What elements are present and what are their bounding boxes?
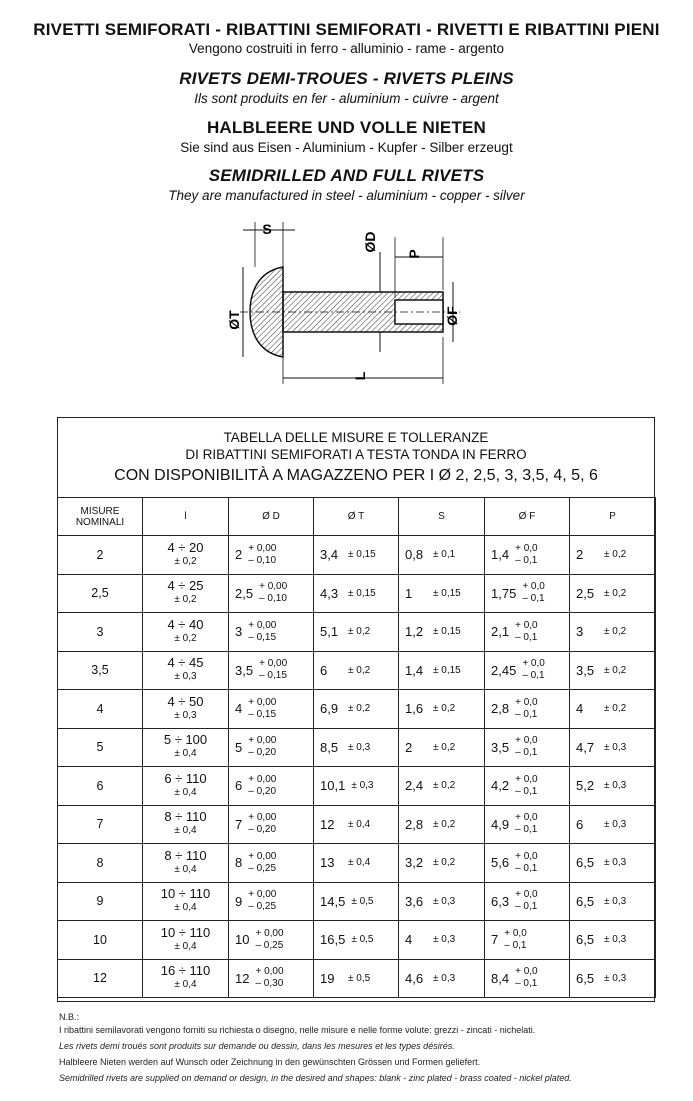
table-caption-3: CON DISPONIBILITÀ A MAGAZZENO PER I Ø 2, 2,5, 3, 3,5, 4, 5, 6 <box>114 467 598 484</box>
table-row <box>58 536 656 575</box>
cell-f: 2,8 + 0,0 – 0,1 <box>485 690 570 729</box>
cell-t: 14,5 ± 0,5 <box>314 882 399 921</box>
cell-d: 7 + 0,00 – 0,20 <box>229 805 314 844</box>
cell-p: 3 ± 0,2 <box>570 613 656 652</box>
cell-t: 3,4 ± 0,15 <box>314 536 399 575</box>
cell-t: 6 ± 0,2 <box>314 651 399 690</box>
cell-t: 5,1 ± 0,2 <box>314 613 399 652</box>
cell-f: 7 + 0,0 – 0,1 <box>485 921 570 960</box>
subtitle-english: They are manufactured in steel - aluminium - copper - silver <box>168 188 525 203</box>
header-s: S <box>399 498 485 536</box>
cell-l: 16 ÷ 110 ± 0,4 <box>143 959 229 998</box>
cell-d: 2 + 0,00 – 0,10 <box>229 536 314 575</box>
cell-t: 6,9 ± 0,2 <box>314 690 399 729</box>
cell-f: 3,5 + 0,0 – 0,1 <box>485 728 570 767</box>
cell-s: 1,6 ± 0,2 <box>399 690 485 729</box>
cell-p: 6,5 ± 0,3 <box>570 921 656 960</box>
cell-s: 0,8 ± 0,1 <box>399 536 485 575</box>
cell-f: 4,9 + 0,0 – 0,1 <box>485 805 570 844</box>
cell-s: 1,2 ± 0,15 <box>399 613 485 652</box>
cell-p: 2,5 ± 0,2 <box>570 574 656 613</box>
cell-t: 16,5 ± 0,5 <box>314 921 399 960</box>
label-t: ØT <box>226 310 242 330</box>
note-french: Les rivets demi troués sont produits sur demande ou dessin, dans les mesures et les types désirés. <box>59 1041 455 1051</box>
note-german: Halbleere Nieten werden auf Wunsch oder Zeichnung in den gewünschten Grössen und Formen geliefert. <box>59 1057 481 1067</box>
title-french: RIVETS DEMI-TROUES - RIVETS PLEINS <box>179 69 514 88</box>
label-s: S <box>262 221 272 237</box>
cell-p: 6,5 ± 0,3 <box>570 882 656 921</box>
notes-label: N.B.: <box>59 1012 80 1022</box>
cell-t: 19 ± 0,5 <box>314 959 399 998</box>
cell-f: 4,2 + 0,0 – 0,1 <box>485 767 570 806</box>
cell-t: 10,1 ± 0,3 <box>314 767 399 806</box>
title-german: HALBLEERE UND VOLLE NIETEN <box>206 118 487 137</box>
table-row <box>58 574 656 613</box>
label-p: P <box>406 249 422 259</box>
table-caption-1: TABELLA DELLE MISURE E TOLLERANZE <box>223 430 489 445</box>
cell-nominal: 9 <box>58 882 143 921</box>
cell-s: 2,4 ± 0,2 <box>399 767 485 806</box>
cell-nominal: 12 <box>58 959 143 998</box>
cell-l: 4 ÷ 50 ± 0,3 <box>143 690 229 729</box>
cell-s: 1 ± 0,15 <box>399 574 485 613</box>
cell-t: 4,3 ± 0,15 <box>314 574 399 613</box>
cell-nominal: 2,5 <box>58 574 143 613</box>
label-f: ØF <box>444 306 460 326</box>
cell-s: 2 ± 0,2 <box>399 728 485 767</box>
cell-nominal: 10 <box>58 921 143 960</box>
table-row <box>58 651 656 690</box>
label-d: ØD <box>362 231 378 253</box>
header-f: Ø F <box>485 498 570 536</box>
table-row <box>58 767 656 806</box>
table-caption-2: DI RIBATTINI SEMIFORATI A TESTA TONDA IN FERRO <box>185 447 527 462</box>
dimensions-table <box>57 497 656 998</box>
subtitle-french: Ils sont produits en fer - aluminium - cuivre - argent <box>194 91 499 106</box>
cell-p: 4 ± 0,2 <box>570 690 656 729</box>
cell-t: 13 ± 0,4 <box>314 844 399 883</box>
cell-l: 6 ÷ 110 ± 0,4 <box>143 767 229 806</box>
table-row <box>58 844 656 883</box>
cell-s: 3,6 ± 0,3 <box>399 882 485 921</box>
cell-d: 9 + 0,00 – 0,25 <box>229 882 314 921</box>
cell-s: 3,2 ± 0,2 <box>399 844 485 883</box>
table-row <box>58 959 656 998</box>
cell-f: 1,75 + 0,0 – 0,1 <box>485 574 570 613</box>
cell-nominal: 2 <box>58 536 143 575</box>
table-row <box>58 613 656 652</box>
header-p: P <box>570 498 656 536</box>
table-row <box>58 805 656 844</box>
cell-nominal: 7 <box>58 805 143 844</box>
rivet-drawing <box>225 212 485 402</box>
cell-s: 2,8 ± 0,2 <box>399 805 485 844</box>
cell-d: 6 + 0,00 – 0,20 <box>229 767 314 806</box>
cell-nominal: 5 <box>58 728 143 767</box>
cell-d: 3,5 + 0,00 – 0,15 <box>229 651 314 690</box>
cell-p: 4,7 ± 0,3 <box>570 728 656 767</box>
header-t: Ø T <box>314 498 399 536</box>
cell-l: 5 ÷ 100 ± 0,4 <box>143 728 229 767</box>
cell-p: 6,5 ± 0,3 <box>570 844 656 883</box>
cell-nominal: 8 <box>58 844 143 883</box>
note-italian: I ribattini semilavorati vengono forniti su richiesta o disegno, nelle misure e nelle forme volute: grezzi - zincati - nichelati. <box>59 1025 536 1035</box>
cell-d: 10 + 0,00 – 0,25 <box>229 921 314 960</box>
cell-t: 12 ± 0,4 <box>314 805 399 844</box>
cell-p: 6,5 ± 0,3 <box>570 959 656 998</box>
subtitle-german: Sie sind aus Eisen - Aluminium - Kupfer - Silber erzeugt <box>180 140 513 155</box>
cell-f: 1,4 + 0,0 – 0,1 <box>485 536 570 575</box>
cell-p: 3,5 ± 0,2 <box>570 651 656 690</box>
cell-p: 5,2 ± 0,3 <box>570 767 656 806</box>
cell-l: 8 ÷ 110 ± 0,4 <box>143 805 229 844</box>
cell-l: 4 ÷ 40 ± 0,2 <box>143 613 229 652</box>
cell-d: 3 + 0,00 – 0,15 <box>229 613 314 652</box>
cell-l: 10 ÷ 110 ± 0,4 <box>143 921 229 960</box>
cell-nominal: 3,5 <box>58 651 143 690</box>
cell-s: 1,4 ± 0,15 <box>399 651 485 690</box>
cell-l: 4 ÷ 25 ± 0,2 <box>143 574 229 613</box>
title-english: SEMIDRILLED AND FULL RIVETS <box>208 166 485 185</box>
cell-p: 2 ± 0,2 <box>570 536 656 575</box>
table-header-row <box>58 498 656 536</box>
cell-p: 6 ± 0,3 <box>570 805 656 844</box>
dimensions-table-box <box>57 417 655 1002</box>
table-row <box>58 728 656 767</box>
header-l: l <box>143 498 229 536</box>
cell-nominal: 3 <box>58 613 143 652</box>
cell-l: 4 ÷ 45 ± 0,3 <box>143 651 229 690</box>
table-row <box>58 921 656 960</box>
cell-f: 8,4 + 0,0 – 0,1 <box>485 959 570 998</box>
cell-d: 4 + 0,00 – 0,15 <box>229 690 314 729</box>
cell-l: 8 ÷ 110 ± 0,4 <box>143 844 229 883</box>
cell-s: 4 ± 0,3 <box>399 921 485 960</box>
table-row <box>58 690 656 729</box>
cell-f: 6,3 + 0,0 – 0,1 <box>485 882 570 921</box>
note-english: Semidrilled rivets are supplied on demand or design, in the desired and shapes: blank - zinc plated - brass coated - nickel plated. <box>59 1073 572 1083</box>
header-misure-nominali: MISURE NOMINALI <box>58 498 143 536</box>
cell-nominal: 6 <box>58 767 143 806</box>
cell-f: 5,6 + 0,0 – 0,1 <box>485 844 570 883</box>
subtitle-italian: Vengono costruiti in ferro - alluminio - rame - argento <box>188 41 505 56</box>
cell-d: 2,5 + 0,00 – 0,10 <box>229 574 314 613</box>
cell-d: 12 + 0,00 – 0,30 <box>229 959 314 998</box>
label-l: L <box>352 371 368 381</box>
cell-d: 8 + 0,00 – 0,25 <box>229 844 314 883</box>
cell-t: 8,5 ± 0,3 <box>314 728 399 767</box>
cell-s: 4,6 ± 0,3 <box>399 959 485 998</box>
cell-f: 2,1 + 0,0 – 0,1 <box>485 613 570 652</box>
cell-l: 10 ÷ 110 ± 0,4 <box>143 882 229 921</box>
cell-d: 5 + 0,00 – 0,20 <box>229 728 314 767</box>
header-d: Ø D <box>229 498 314 536</box>
table-row <box>58 882 656 921</box>
title-italian: RIVETTI SEMIFORATI - RIBATTINI SEMIFORATI - RIVETTI E RIBATTINI PIENI <box>33 20 660 39</box>
cell-nominal: 4 <box>58 690 143 729</box>
cell-l: 4 ÷ 20 ± 0,2 <box>143 536 229 575</box>
cell-f: 2,45 + 0,0 – 0,1 <box>485 651 570 690</box>
